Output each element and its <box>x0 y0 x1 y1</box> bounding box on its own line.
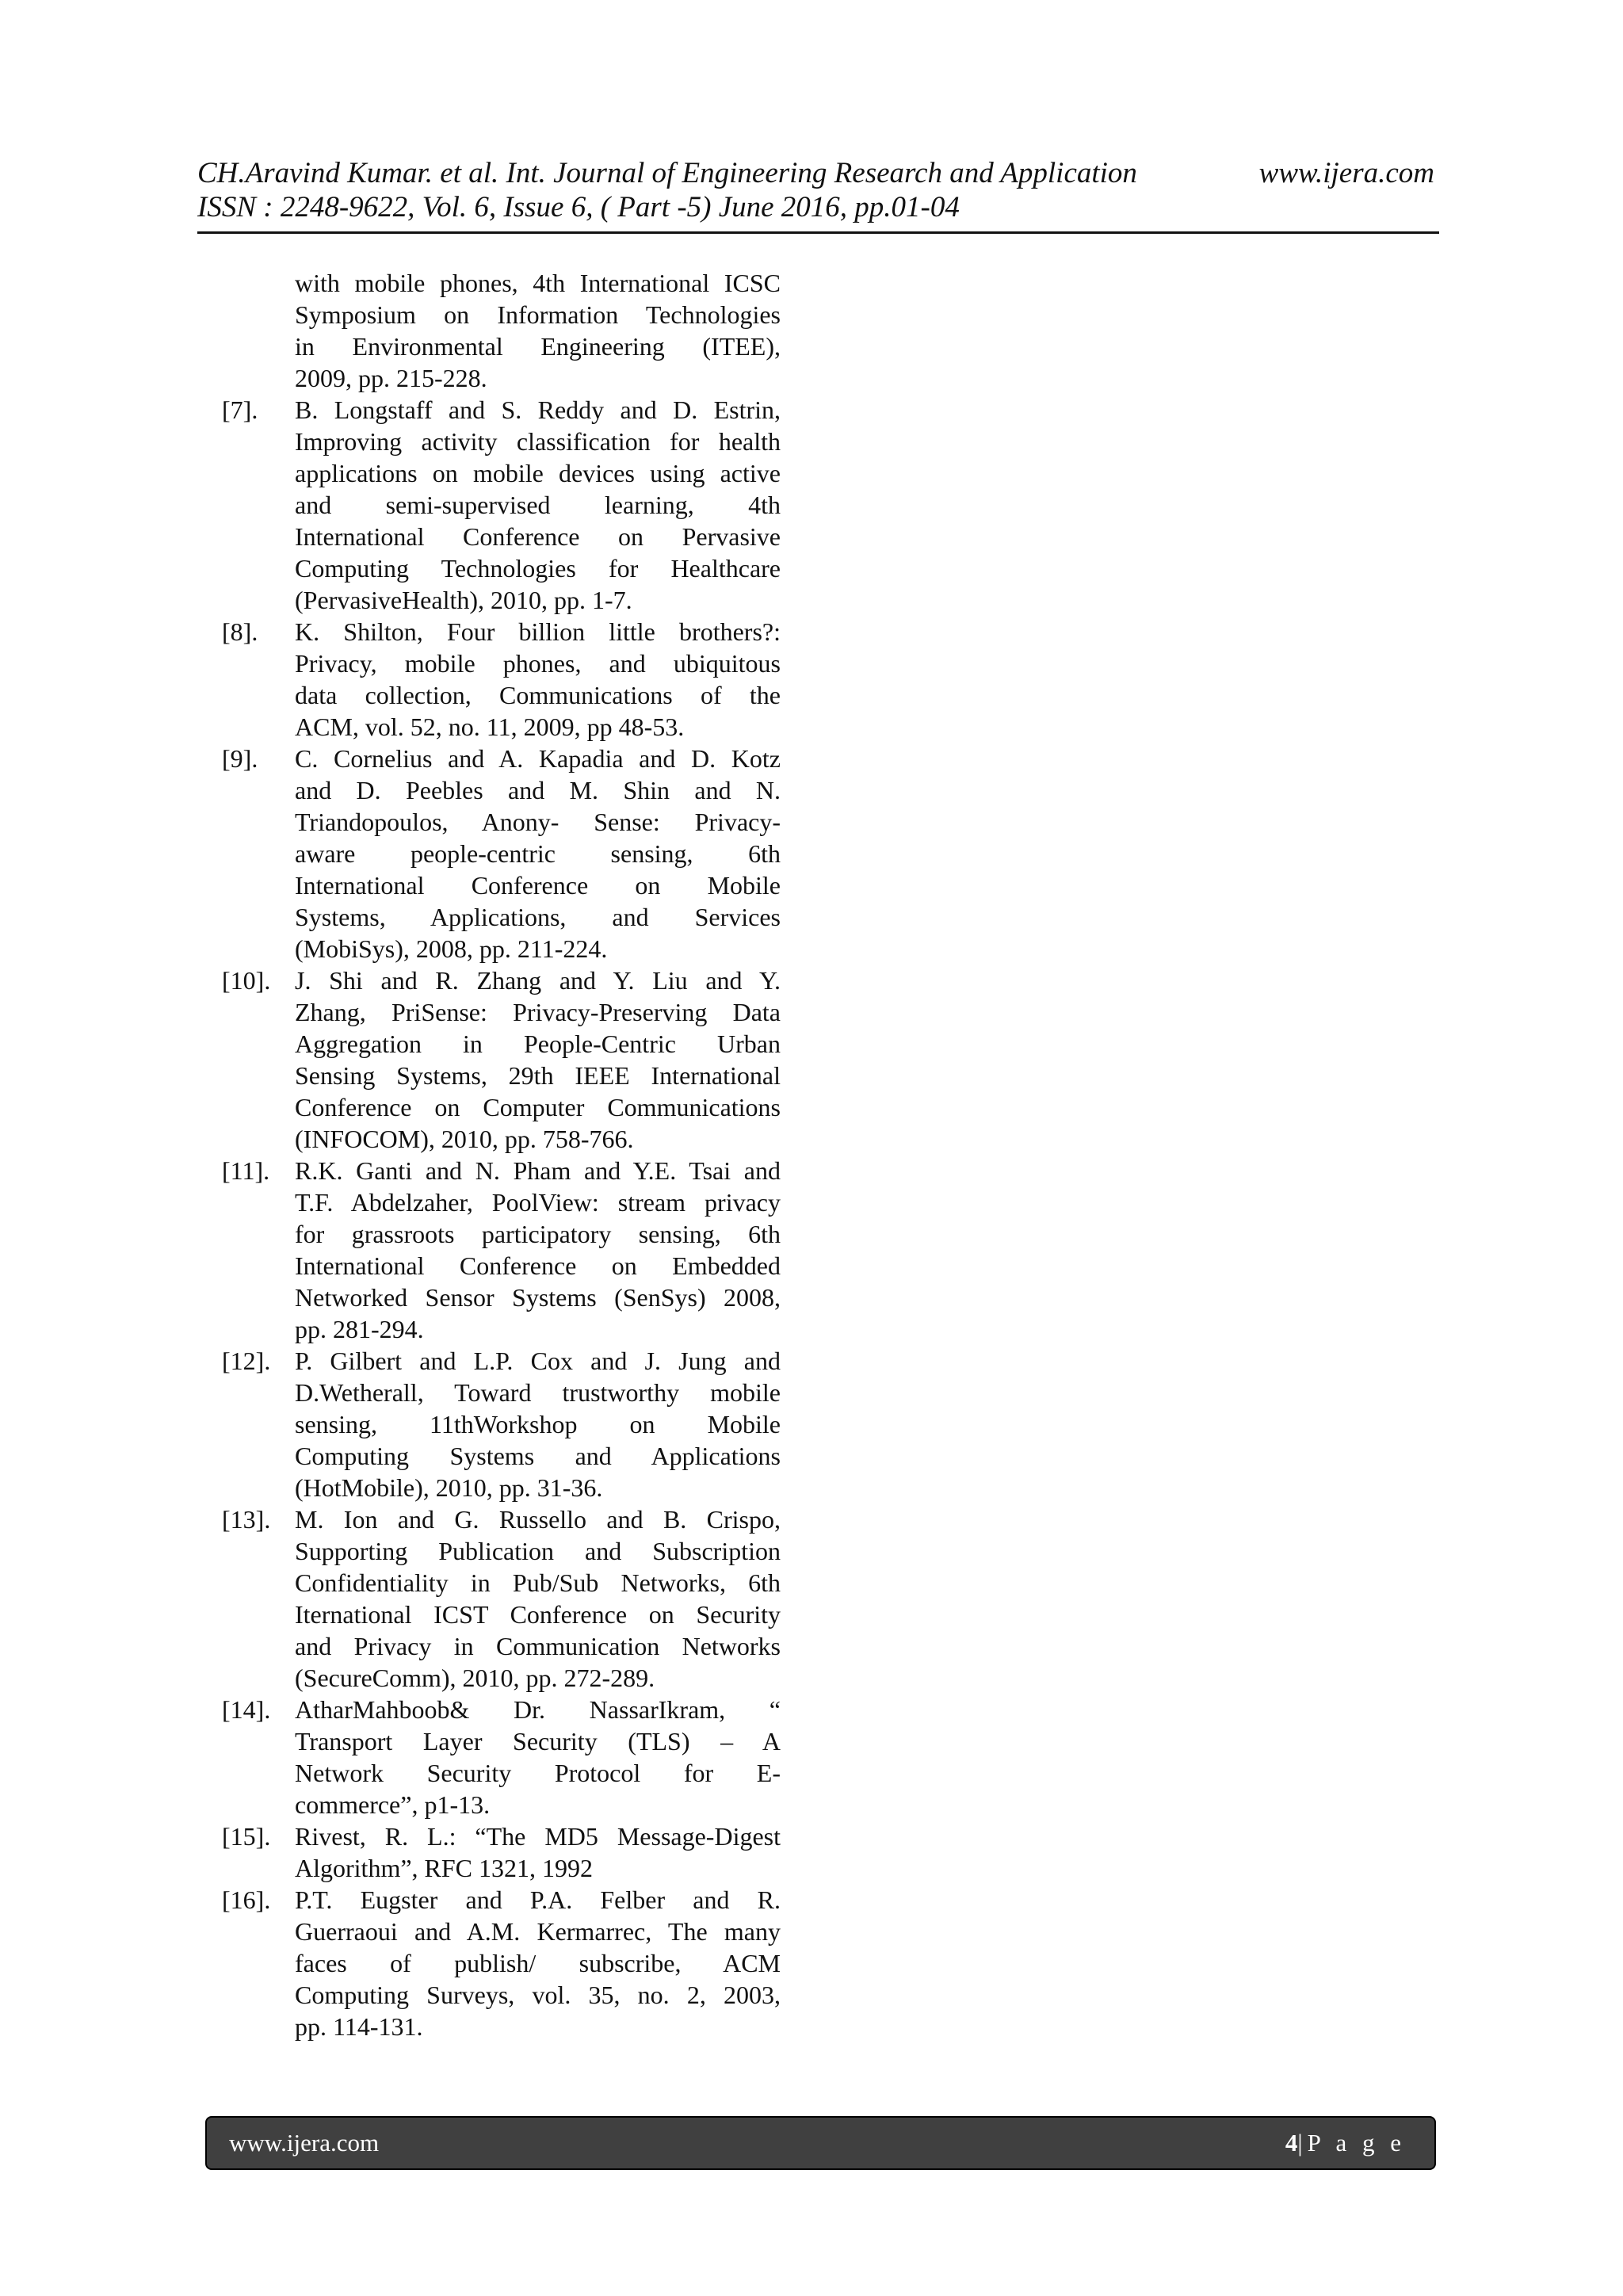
reference-text-line: and semi-supervised learning, 4th <box>295 491 781 519</box>
reference-text-line: Computing Surveys, vol. 35, no. 2, 2003, <box>295 1981 781 2009</box>
reference-text-line: for grassroots participatory sensing, 6th <box>295 1220 781 1248</box>
reference-text-line: pp. 114-131. <box>295 2012 423 2041</box>
reference-text-line: K. Shilton, Four billion little brothers?: <box>295 617 781 646</box>
reference-text-line: (HotMobile), 2010, pp. 31-36. <box>295 1473 603 1502</box>
reference-text-line: aware people-centric sensing, 6th <box>295 839 781 868</box>
reference-text-line: Computing Technologies for Healthcare <box>295 554 781 583</box>
reference-text-line: and D. Peebles and M. Shin and N. <box>295 776 781 804</box>
footer-page-indicator <box>1285 2129 1406 2157</box>
reference-number: [12]. <box>222 1347 271 1375</box>
reference-text-line: International Conference on Embedded <box>295 1251 781 1280</box>
reference-item <box>222 1503 781 1694</box>
reference-text-line: and Privacy in Communication Networks <box>295 1632 781 1660</box>
reference-text-line: applications on mobile devices using active <box>295 459 781 487</box>
reference-item <box>222 1694 781 1820</box>
reference-text-line: P. Gilbert and L.P. Cox and J. Jung and <box>295 1347 781 1375</box>
reference-text-line: Rivest, R. L.: “The MD5 Message-Digest <box>295 1822 781 1851</box>
reference-text-line: 2009, pp. 215-228. <box>295 364 487 392</box>
reference-text-line: with mobile phones, 4th International ICSC <box>295 269 781 297</box>
reference-text-line: R.K. Ganti and N. Pham and Y.E. Tsai and <box>295 1156 781 1185</box>
reference-text-line: M. Ion and G. Russello and B. Crispo, <box>295 1505 781 1534</box>
reference-item <box>222 743 781 965</box>
reference-text-line: in Environmental Engineering (ITEE), <box>295 332 781 361</box>
reference-item <box>222 1155 781 1345</box>
reference-text-line: Network Security Protocol for E- <box>295 1759 781 1787</box>
reference-text-line: Improving activity classification for health <box>295 427 781 456</box>
reference-text-line: Networked Sensor Systems (SenSys) 2008, <box>295 1283 781 1312</box>
reference-text-line: (INFOCOM), 2010, pp. 758-766. <box>295 1125 634 1153</box>
reference-text-line: P.T. Eugster and P.A. Felber and R. <box>295 1885 781 1914</box>
reference-text-line: Algorithm”, RFC 1321, 1992 <box>295 1854 594 1882</box>
journal-header-issn: ISSN : 2248-9622, Vol. 6, Issue 6, ( Part -5) June 2016, pp.01-04 <box>197 191 960 223</box>
reference-text-line: faces of publish/ subscribe, ACM <box>295 1949 781 1977</box>
reference-text-line: C. Cornelius and A. Kapadia and D. Kotz <box>295 744 781 773</box>
reference-text-line: Systems, Applications, and Services <box>295 903 781 931</box>
reference-number: [13]. <box>222 1505 271 1534</box>
journal-header-url: www.ijera.com <box>1258 157 1434 189</box>
reference-text-line: (MobiSys), 2008, pp. 211-224. <box>295 934 608 963</box>
reference-number: [15]. <box>222 1822 271 1851</box>
reference-item <box>222 1884 781 2042</box>
reference-text-line: sensing, 11thWorkshop on Mobile <box>295 1410 781 1438</box>
reference-text-line: Supporting Publication and Subscription <box>295 1537 781 1565</box>
page-footer <box>205 2116 1436 2170</box>
reference-item <box>222 1345 781 1503</box>
reference-text-line: pp. 281-294. <box>295 1315 424 1343</box>
reference-text-line: AtharMahboob& Dr. NassarIkram, “ <box>295 1695 781 1724</box>
reference-text-line: data collection, Communications of the <box>295 681 781 709</box>
header-divider <box>197 231 1439 234</box>
reference-text-line: Aggregation in People-Centric Urban <box>295 1030 781 1058</box>
reference-item <box>222 1820 781 1884</box>
reference-number: [10]. <box>222 966 271 995</box>
reference-number: [8]. <box>222 617 258 646</box>
reference-text-line: commerce”, p1-13. <box>295 1790 491 1819</box>
reference-text-line: (SecureComm), 2010, pp. 272-289. <box>295 1664 655 1692</box>
reference-text-line: Privacy, mobile phones, and ubiquitous <box>295 649 781 678</box>
reference-text-line: (PervasiveHealth), 2010, pp. 1-7. <box>295 586 632 614</box>
reference-number: [14]. <box>222 1695 271 1724</box>
page-number: 4 <box>1285 2129 1298 2157</box>
reference-text-line: Guerraoui and A.M. Kermarrec, The many <box>295 1917 781 1946</box>
reference-text-line: Iternational ICST Conference on Security <box>295 1600 781 1629</box>
reference-number: [16]. <box>222 1885 271 1914</box>
reference-text-line: ACM, vol. 52, no. 11, 2009, pp 48-53. <box>295 712 685 741</box>
footer-url: www.ijera.com <box>229 2129 380 2157</box>
reference-text-line: Conference on Computer Communications <box>295 1093 781 1121</box>
reference-text-line: International Conference on Mobile <box>295 871 781 900</box>
reference-number: [9]. <box>222 744 258 773</box>
reference-item <box>222 394 781 616</box>
reference-text-line: J. Shi and R. Zhang and Y. Liu and Y. <box>295 966 781 995</box>
journal-header-title: CH.Aravind Kumar. et al. Int. Journal of Engineering Research and Application <box>197 157 1137 189</box>
reference-number: [7]. <box>222 395 258 424</box>
reference-text-line: Triandopoulos, Anony- Sense: Privacy- <box>295 808 781 836</box>
reference-text-line: B. Longstaff and S. Reddy and D. Estrin, <box>295 395 781 424</box>
reference-number: [11]. <box>222 1156 270 1185</box>
reference-text-line: T.F. Abdelzaher, PoolView: stream privacy <box>295 1188 781 1217</box>
reference-text-line: International Conference on Pervasive <box>295 522 781 551</box>
reference-item <box>222 267 781 394</box>
reference-item <box>222 616 781 743</box>
page-label: |P a g e <box>1297 2129 1406 2157</box>
reference-text-line: Transport Layer Security (TLS) – A <box>295 1727 781 1755</box>
reference-list <box>222 267 781 2042</box>
reference-text-line: Computing Systems and Applications <box>295 1442 781 1470</box>
reference-text-line: Sensing Systems, 29th IEEE International <box>295 1061 781 1090</box>
reference-text-line: Symposium on Information Technologies <box>295 300 781 329</box>
reference-text-line: Zhang, PriSense: Privacy-Preserving Data <box>295 998 781 1026</box>
reference-text-line: Confidentiality in Pub/Sub Networks, 6th <box>295 1568 781 1597</box>
reference-item <box>222 965 781 1155</box>
reference-text-line: D.Wetherall, Toward trustworthy mobile <box>295 1378 781 1407</box>
